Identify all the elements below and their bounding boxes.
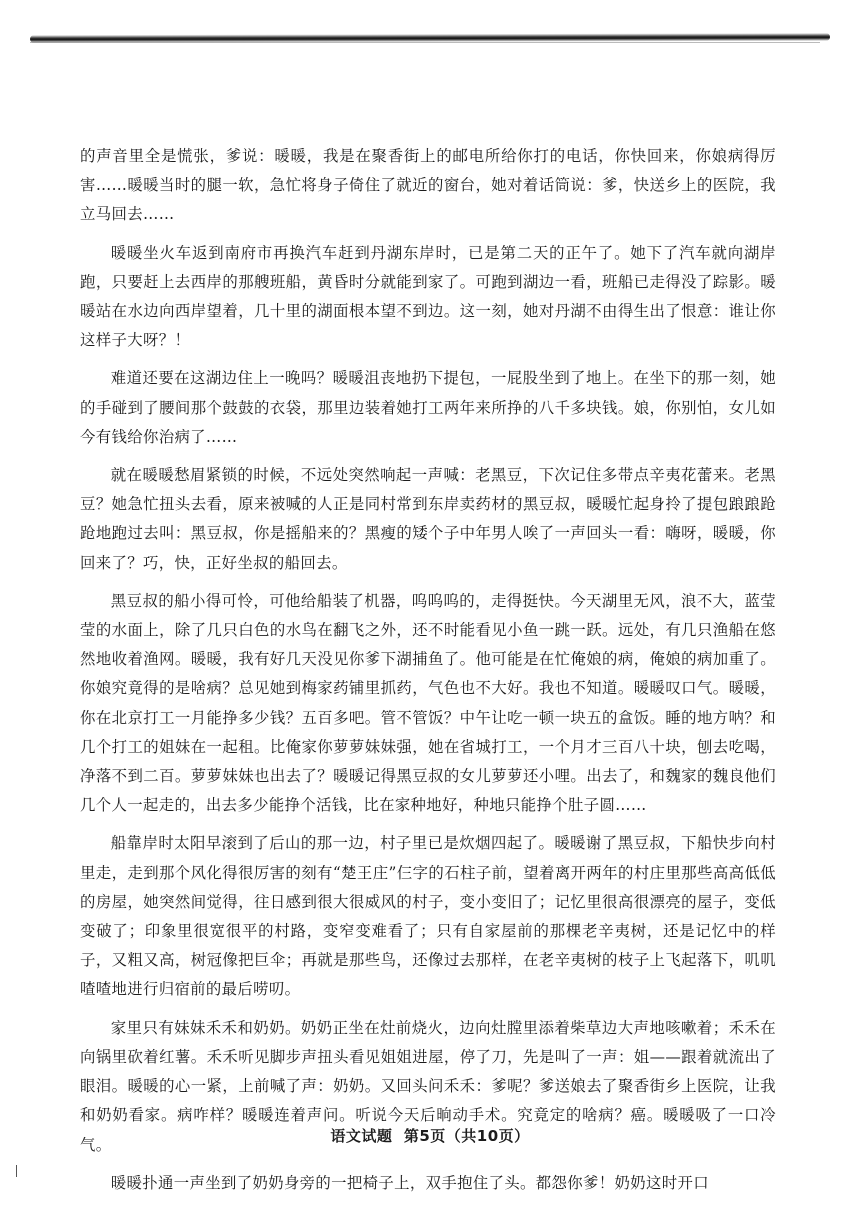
page-footer [0,1125,860,1146]
scan-margin-mark [16,1165,17,1177]
paragraph: 黑豆叔的船小得可怜，可他给船装了机器，呜呜呜的，走得挺快。今天湖里无风，浪不大，蓝莹莹的水面上，除了几只白色的水鸟在翻飞之外，还不时能看见小鱼一跳一跃。远处，有几只渔船在悠然地收着渔网。暖暖，我有好几天没见你爹下湖捕鱼了。他可能是在忙俺娘的病，俺娘的病加重了。你娘究竟得的是啥病？总见她到梅家药铺里抓药，气色也不大好。我也不知道。暖暖叹口气。暖暖，你在北京打工一月能挣多少钱？五百多吧。管不管饭？中午让吃一顿一块五的盒饭。睡的地方呐？和几个打工的姐妹在一起租。比俺家你萝萝妹妹强，她在省城打工，一个月才三百八十块，刨去吃喝，净落不到二百。萝萝妹妹也出去了？暖暖记得黑豆叔的女儿萝萝还小哩。出去了，和魏家的魏良他们几个人一起走的，出去多少能挣个活钱，比在家种地好，种地只能挣个肚子圆…… [80,591,776,815]
paragraph: 就在暖暖愁眉紧锁的时候，不远处突然响起一声喊：老黑豆，下次记住多带点辛夷花蕾来。老黑豆？她急忙扭头去看，原来被喊的人正是同村常到东岸卖药材的黑豆叔，暖暖忙起身拎了提包踉踉跄跄地跑过去叫：黑豆叔，你是摇船来的？黑瘦的矮个子中年男人唉了一声回头一看：嗨呀，暖暖，你回来了？巧，快，正好坐叔的船回去。 [80,466,776,572]
paragraph: 船靠岸时太阳早滚到了后山的那一边，村子里已是炊烟四起了。暖暖谢了黑豆叔，下船快步向村里走，走到那个风化得很厉害的刻有“楚王庄”仨字的石柱子前，望着离开两年的村庄里那些高高低低的房屋，她突然间觉得，往日感到很大很威风的村子，变小变旧了；记忆里很高很漂亮的屋子，变低变破了；印象里很宽很平的村路，变窄变难看了；只有自家屋前的那棵老辛夷树，还是记忆中的样子，又粗又高，树冠像把巨伞；再就是那些鸟，还像过去那样，在老辛夷树的枝子上飞起落下，叽叽喳喳地进行归宿前的最后唠叨。 [80,834,776,999]
paragraph: 暖暖扑通一声坐到了奶奶身旁的一把椅子上，双手抱住了头。都怨你爹！奶奶这时开口 [110,1173,709,1192]
footer-page-number: 第5页（共10页） [403,1127,530,1145]
paragraph: 难道还要在这湖边住上一晚吗？暖暖沮丧地扔下提包，一屁股坐到了地上。在坐下的那一刻，她的手碰到了腰间那个鼓鼓的衣袋，那里边装着她打工两年来所挣的八千多块钱。娘，你别怕，女儿如今有钱给你治病了…… [80,369,776,446]
page-body [80,142,776,1207]
footer-exam-label: 语文试题 [330,1127,393,1145]
paragraph: 家里只有妹妹禾禾和奶奶。奶奶正坐在灶前烧火，边向灶膛里添着柴草边大声地咳嗽着；禾禾在向锅里砍着红薯。禾禾听见脚步声扭头看见姐姐进屋，停了刀，先是叫了一声：姐——跟着就流出了眼泪。暖暖的心一紧，上前喊了声：奶奶。又回头问禾禾：爹呢？爹送娘去了聚香街乡上医院，让我和奶奶看家。病咋样？暖暖连着声问。听说今天后晌动手术。究竟定的啥病？癌。暖暖吸了一口冷气。 [80,1018,776,1154]
paragraph: 暖暖坐火车返到南府市再换汽车赶到丹湖东岸时，已是第二天的正午了。她下了汽车就向湖岸跑，只要赶上去西岸的那艘班船，黄昏时分就能到家了。可跑到湖边一看，班船已走得没了踪影。暖暖站在水边向西岸望着，几十里的湖面根本望不到边。这一刻，她对丹湖不由得生出了恨意：谁让你这样子大呀？！ [80,243,776,350]
paragraph-continuation: 的声音里全是慌张，爹说：暖暖，我是在聚香街上的邮电所给你打的电话，你快回来，你娘病得厉害……暖暖当时的腿一软，急忙将身子倚住了就近的窗台，她对着话筒说：爹，快送乡上的医院，我立马回去…… [80,147,776,224]
scan-top-edge-line [30,42,820,43]
